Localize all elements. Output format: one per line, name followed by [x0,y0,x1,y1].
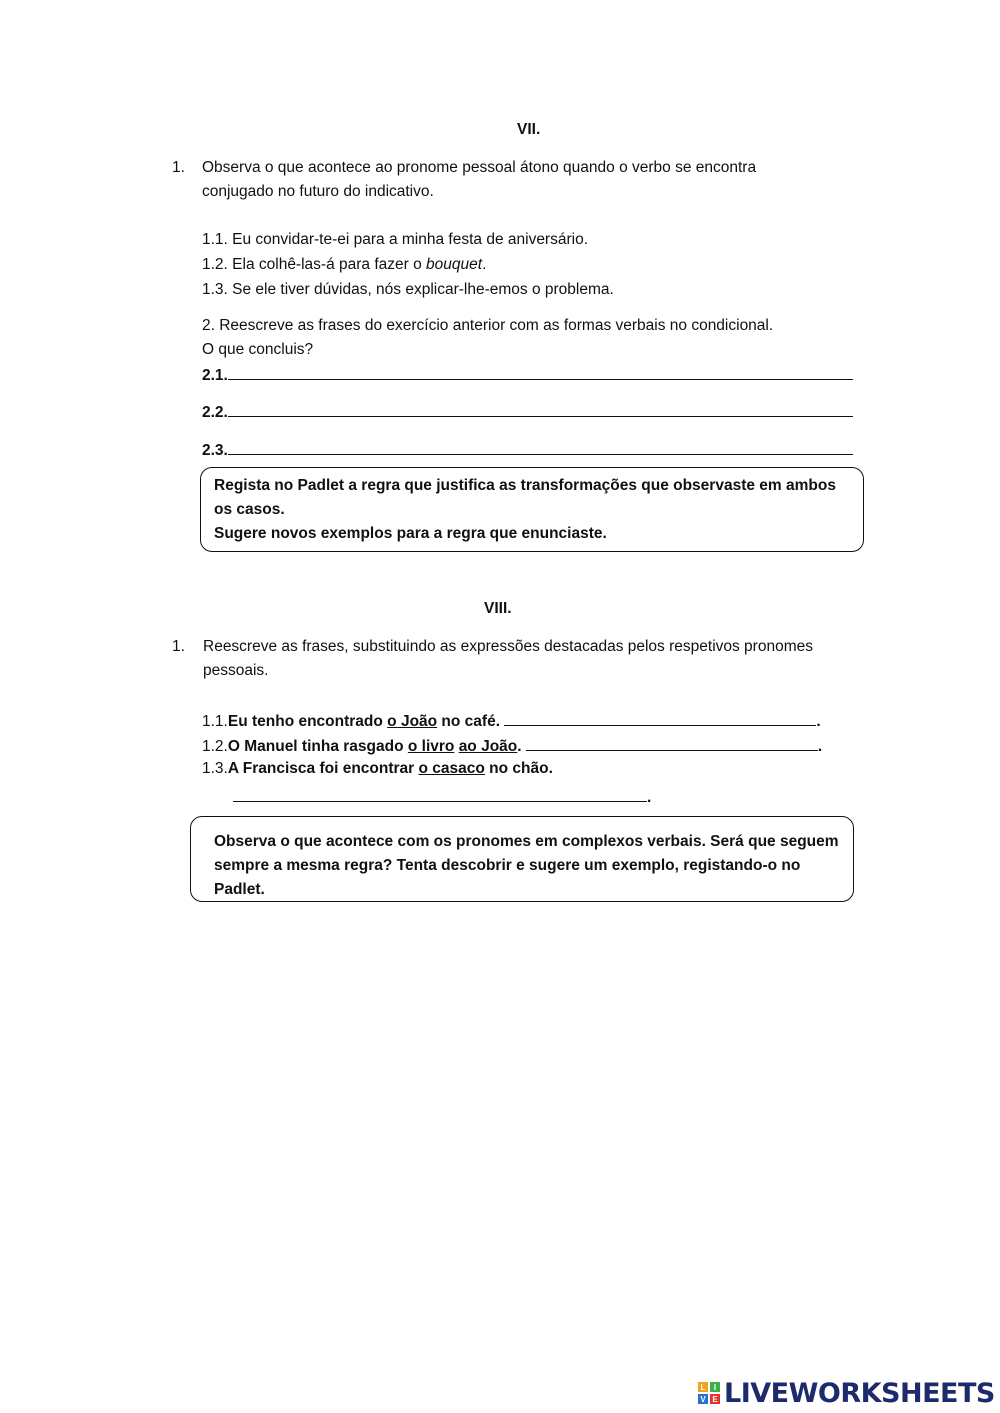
item-number: 1.1. [202,231,228,248]
highlighted-expression: o livro [407,738,455,755]
highlighted-expression: o casaco [418,760,485,777]
answer-label: 2.1. [202,367,228,384]
item-text: Ela colhê-las-á para fazer o [232,256,427,273]
list-item [202,710,821,731]
box-text-line: Padlet. [214,881,265,898]
list-item [202,735,822,756]
question-text-line: conjugado no futuro do indicativo. [202,183,434,200]
answer-label: 2.2. [202,404,228,421]
question-text-line: Observa o que acontece ao pronome pessoal átono quando o verbo se encontra [202,159,757,176]
list-item [202,281,614,299]
answer-blank[interactable] [526,735,818,751]
answer-blank[interactable] [228,364,853,380]
box-text-line: os casos. [214,501,285,518]
logo-text: LIVEWORKSHEETS [724,1377,995,1409]
answer-line[interactable] [202,439,853,460]
list-item [202,760,553,778]
item-number: 1.3. [202,760,228,777]
item-end: . [816,713,821,730]
box-text-line: Observa o que acontece com os pronomes em complexos verbais. Será que seguem [214,833,839,850]
item-number: 1.2. [202,738,228,755]
question-text-line: O que concluis? [202,341,314,358]
logo-square: E [710,1394,720,1404]
item-text: A Francisca foi encontrar [227,760,419,777]
logo-square: I [710,1382,720,1392]
item-number: 1.1. [202,713,228,730]
logo-squares [698,1382,720,1404]
item-number: 1.3. [202,281,228,298]
question-text-line: pessoais. [203,662,269,679]
item-text: Eu convidar-te-ei para a minha festa de aniversário. [232,231,588,248]
item-end: . [817,738,823,755]
item-end: . [647,789,652,806]
answer-line[interactable] [202,401,853,422]
item-text: no café. [437,713,505,730]
item-text: Eu tenho encontrado [227,713,388,730]
highlighted-expression: o João [387,713,438,730]
answer-blank[interactable] [228,401,853,417]
box-text-line: sempre a mesma regra? Tenta descobrir e sugere um exemplo, registando-o no [214,857,801,874]
answer-line[interactable] [233,786,651,807]
item-text: no chão. [484,760,553,777]
question-number: 1. [172,638,185,655]
box-text-line: Sugere novos exemplos para a regra que enunciaste. [214,525,607,542]
logo-square: L [698,1382,708,1392]
list-item [202,256,486,274]
section-vii-heading: VII. [517,121,541,138]
item-text: O Manuel tinha rasgado [227,738,408,755]
item-text: . [517,738,526,755]
item-text: . [482,256,487,273]
logo-square: V [698,1394,708,1404]
question-text-line: Reescreve as frases, substituindo as expressões destacadas pelos respetivos pronomes [203,638,813,655]
answer-blank[interactable] [228,439,853,455]
item-number: 1.2. [202,256,228,273]
question-text-line: 2. Reescreve as frases do exercício anterior com as formas verbais no condicional. [202,317,774,334]
item-italic-word: bouquet [426,256,483,273]
question-number: 1. [172,159,185,176]
liveworksheets-logo [698,1378,995,1408]
answer-line[interactable] [202,364,853,385]
box-text-line: Regista no Padlet a regra que justifica as transformações que observaste em ambos [214,477,836,494]
list-item [202,231,588,249]
answer-label: 2.3. [202,442,228,459]
answer-blank[interactable] [504,710,816,726]
item-text: Se ele tiver dúvidas, nós explicar-lhe-emos o problema. [232,281,614,298]
section-viii-heading: VIII. [484,600,512,617]
highlighted-expression: ao João [458,738,518,755]
answer-blank[interactable] [233,786,647,802]
